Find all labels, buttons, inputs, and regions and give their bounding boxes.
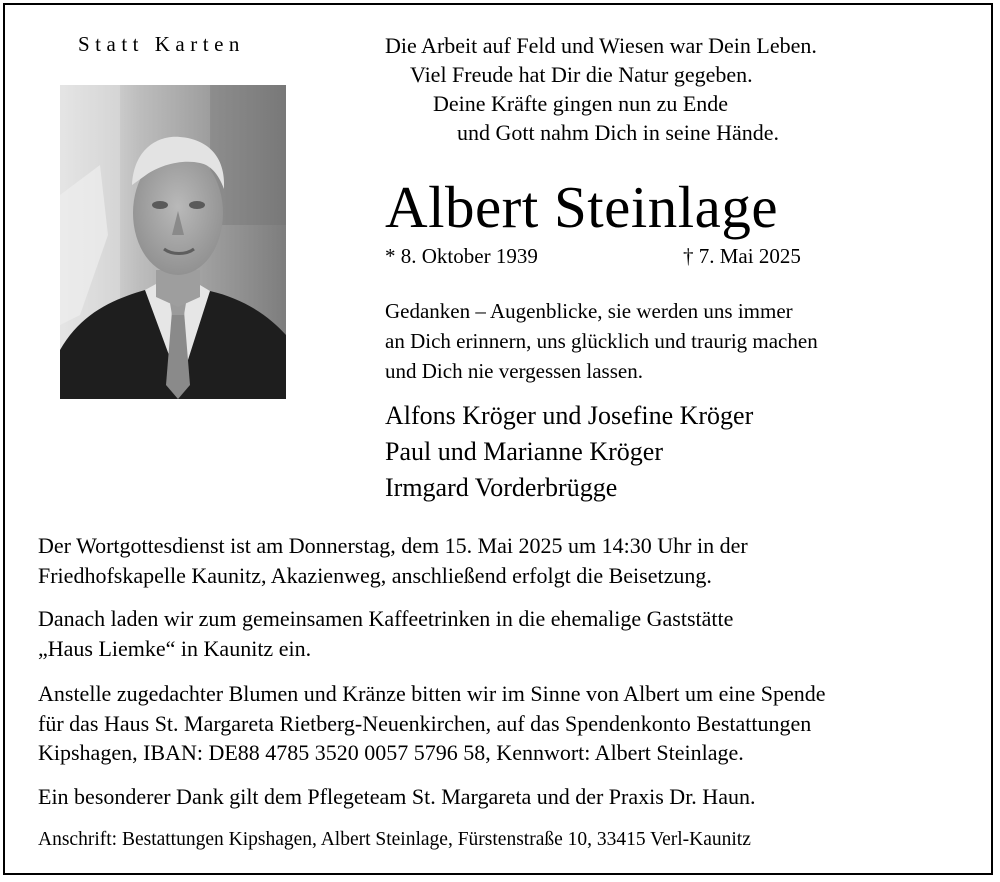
remembrance-quote <box>385 296 905 386</box>
portrait-image <box>60 85 286 399</box>
donation-line-3: Kipshagen, IBAN: DE88 4785 3520 0057 5796 58, Kennwort: Albert Steinlage. <box>38 740 744 765</box>
verse-line-3: Deine Kräfte gingen nun zu Ende <box>433 91 729 116</box>
quote-line-3: und Dich nie vergessen lassen. <box>385 359 643 383</box>
donation-paragraph <box>38 679 826 768</box>
verse-line-4: und Gott nahm Dich in seine Hände. <box>457 120 779 145</box>
death-date: † 7. Mai 2025 <box>683 244 801 268</box>
portrait-photo <box>60 85 286 399</box>
birth-date: * 8. Oktober 1939 <box>385 244 538 268</box>
verse-line-2: Viel Freude hat Dir die Natur gegeben. <box>410 62 753 87</box>
coffee-paragraph <box>38 604 733 663</box>
donation-line-1: Anstelle zugedachter Blumen und Kränze bitten wir im Sinne von Albert um eine Spende <box>38 681 826 706</box>
quote-line-1: Gedanken – Augenblicke, sie werden uns immer <box>385 299 793 323</box>
quote-line-2: an Dich erinnern, uns glücklich und traurig machen <box>385 329 818 353</box>
kicker-statt-karten: Statt Karten <box>78 32 245 56</box>
mourner-3: Irmgard Vorderbrügge <box>385 473 618 502</box>
mourners-list <box>385 398 753 506</box>
mourner-2: Paul und Marianne Kröger <box>385 437 663 466</box>
thanks-line: Ein besonderer Dank gilt dem Pflegeteam St. Margareta und der Praxis Dr. Haun. <box>38 784 756 809</box>
coffee-line-1: Danach laden wir zum gemeinsamen Kaffeetrinken in die ehemalige Gaststätte <box>38 606 734 631</box>
mourner-1: Alfons Kröger und Josefine Kröger <box>385 401 754 430</box>
verse-line-1: Die Arbeit auf Feld und Wiesen war Dein Leben. <box>385 33 817 58</box>
coffee-line-2: „Haus Liemke“ in Kaunitz ein. <box>38 635 312 661</box>
deceased-name: Albert Steinlage <box>385 174 779 240</box>
service-paragraph <box>38 531 748 590</box>
donation-line-2: für das Haus St. Margareta Rietberg-Neuenkirchen, auf das Spendenkonto Bestattungen <box>38 710 812 736</box>
service-line-1: Der Wortgottesdienst ist am Donnerstag, dem 15. Mai 2025 um 14:30 Uhr in der <box>38 533 748 558</box>
service-line-2: Friedhofskapelle Kaunitz, Akazienweg, anschließend erfolgt die Beisetzung. <box>38 562 712 588</box>
address-line: Anschrift: Bestattungen Kipshagen, Albert Steinlage, Fürstenstraße 10, 33415 Verl-Kaunitz <box>38 829 751 850</box>
